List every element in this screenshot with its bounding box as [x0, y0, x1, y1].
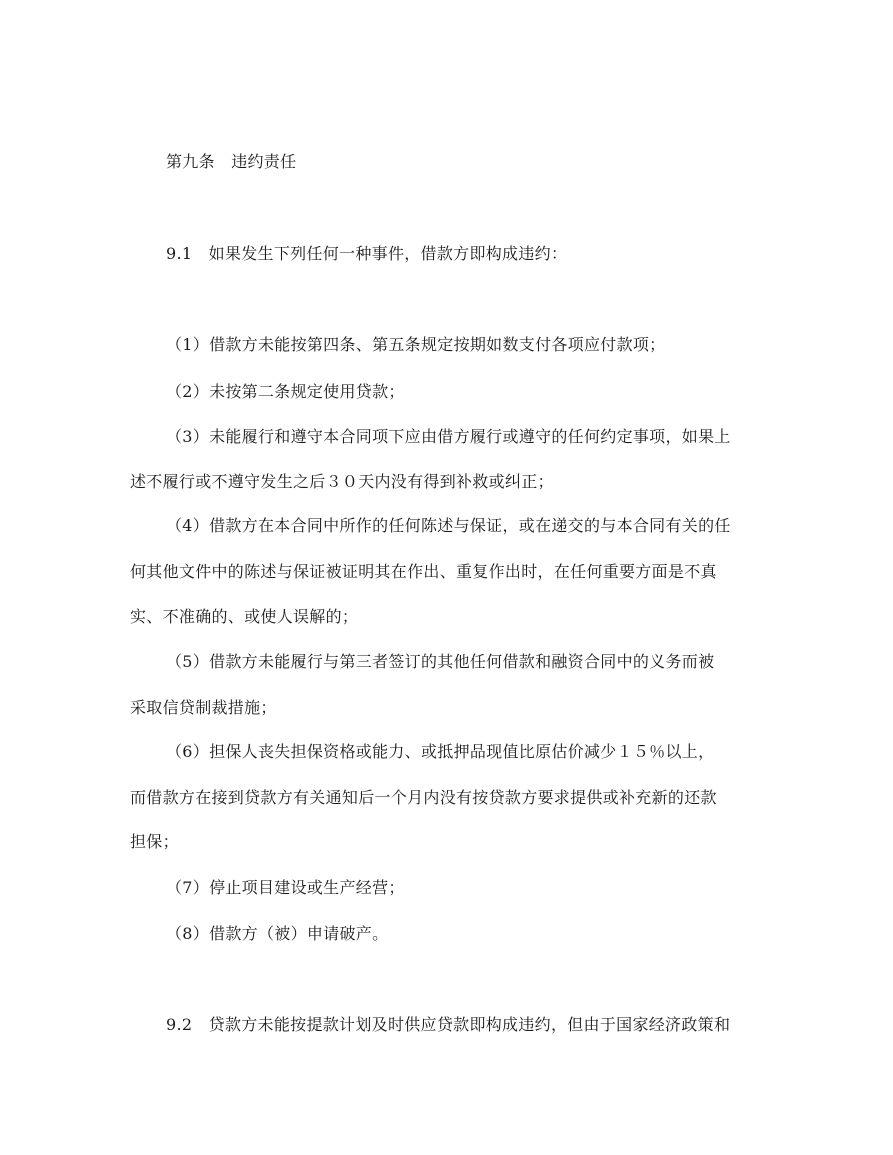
list-item-8: （8）借款方（被）申请破产。 [166, 924, 389, 943]
list-item-4-line-1: （4）借款方在本合同中所作的任何陈述与保证，或在递交的与本合同有关的任 [166, 516, 731, 535]
list-item-6-line-2: 而借款方在接到贷款方有关通知后一个月内没有按贷款方要求提供或补充新的还款 [130, 788, 717, 807]
article-heading: 第九条 违约责任 [166, 152, 297, 171]
list-item-4-line-3: 实、不准确的、或使人误解的； [130, 607, 359, 626]
list-item-3-line-1: （3）未能履行和遵守本合同项下应由借方履行或遵守的任何约定事项，如果上 [166, 427, 731, 446]
list-item-3-line-2: 述不履行或不遵守发生之后３０天内没有得到补救或纠正； [130, 472, 554, 491]
list-item-5-line-1: （5）借款方未能履行与第三者签订的其他任何借款和融资合同中的义务而被 [166, 652, 715, 671]
clause-9-2: 9.2 贷款方未能按提款计划及时供应贷款即构成违约，但由于国家经济政策和 [166, 1015, 731, 1034]
list-item-6-line-1: （6）担保人丧失担保资格或能力、或抵押品现值比原估价减少１５％以上， [166, 742, 715, 761]
list-item-5-line-2: 采取信贷制裁措施； [130, 698, 277, 717]
list-item-7: （7）停止项目建设或生产经营； [166, 878, 405, 897]
list-item-1: （1）借款方未能按第四条、第五条规定按期如数支付各项应付款项； [166, 335, 666, 354]
list-item-4-line-2: 何其他文件中的陈述与保证被证明其在作出、重复作出时，在任何重要方面是不真 [130, 562, 717, 581]
clause-9-1: 9.1 如果发生下列任何一种事件，借款方即构成违约： [166, 244, 568, 263]
list-item-2: （2）未按第二条规定使用贷款； [166, 382, 405, 401]
list-item-6-line-3: 担保； [130, 832, 179, 851]
